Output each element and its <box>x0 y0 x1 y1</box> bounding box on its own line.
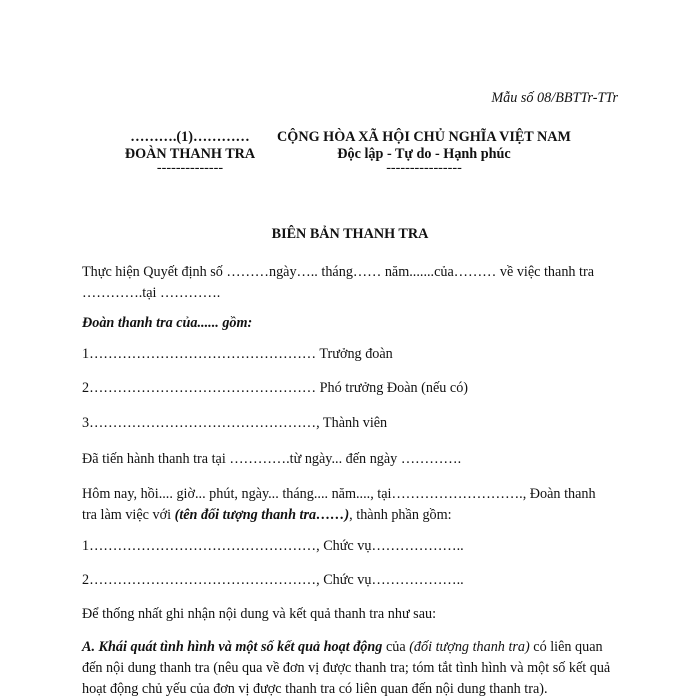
national-motto: Độc lập - Tự do - Hạnh phúc <box>337 146 511 162</box>
team-heading: Đoàn thanh tra của...... gồm: <box>82 315 253 331</box>
inspection-period-line: Đã tiến hành thanh tra tại ………….từ ngày... đến ngày …………. <box>82 451 462 467</box>
section-a-mid: của <box>382 639 410 655</box>
meeting-paragraph <box>82 484 612 526</box>
meeting-text-end: , thành phần gồm: <box>349 507 452 523</box>
inspected-entity-placeholder: (tên đối tượng thanh tra……) <box>174 507 350 523</box>
agency-placeholder: ……….(1)………… <box>130 129 250 145</box>
national-title: CỘNG HÒA XÃ HỘI CHỦ NGHĨA VIỆT NAM <box>277 129 571 145</box>
decision-paragraph: Thực hiện Quyết định số ………ngày….. tháng…… năm.......của……… về việc thanh tra ………….tại …………. <box>82 264 595 301</box>
document-title: BIÊN BẢN THANH TRA <box>271 226 429 242</box>
participant-line-1: 1…………………………………………, Chức vụ……………….. <box>82 538 464 554</box>
agency-underline: -------------- <box>156 160 224 176</box>
member-line-3: 3…………………………………………, Thành viên <box>82 415 388 431</box>
meeting-text: Hôm nay, hồi.... giờ... phút, ngày... tháng.... năm...., tại………………………., Đoàn thanh tra làm việc với <box>82 486 596 523</box>
member-line-2: 2………………………………………… Phó trưởng Đoàn (nếu có) <box>82 380 469 396</box>
section-a-entity: (đối tượng thanh tra) <box>409 639 530 655</box>
national-header <box>250 129 598 176</box>
section-a-heading: A. Khái quát tình hình và một số kết quả hoạt động <box>82 639 383 655</box>
form-code: Mẫu số 08/BBTTr-TTr <box>491 90 618 106</box>
member-line-1: 1………………………………………… Trưởng đoàn <box>82 346 393 362</box>
section-a-text: có liên quan đến nội dung thanh tra (nêu qua về đơn vị được thanh tra; tóm tắt tình hình và một số kết quả hoạt động chủ yếu của đơn vị được thanh tra có liên quan đến nội dung thanh tra). <box>82 639 611 697</box>
section-a-paragraph <box>82 637 612 700</box>
participant-line-2: 2…………………………………………, Chức vụ……………….. <box>82 572 464 588</box>
agreement-line: Để thống nhất ghi nhận nội dung và kết quả thanh tra như sau: <box>82 606 437 622</box>
agency-name: ĐOÀN THANH TRA <box>124 146 256 162</box>
national-underline: ---------------- <box>386 160 462 176</box>
